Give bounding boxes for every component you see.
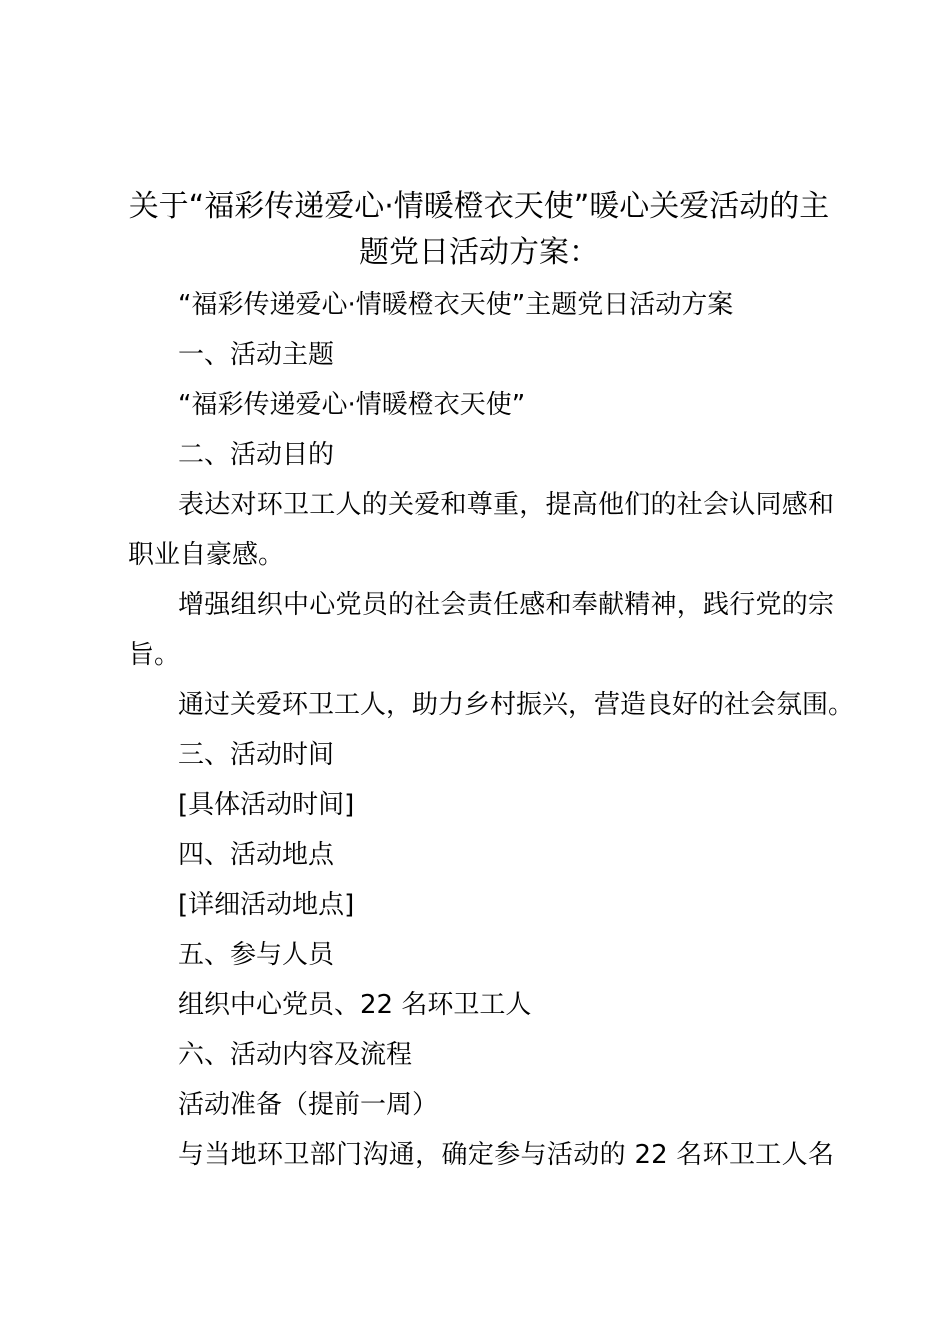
purpose-paragraph-1-line-1: 表达对环卫工人的关爱和尊重，提高他们的社会认同感和 xyxy=(178,490,834,520)
participants-text: 组织中心党员、22 名环卫工人 xyxy=(178,990,532,1020)
subtitle: “福彩传递爱心·情暖橙衣天使”主题党日活动方案 xyxy=(178,290,734,320)
location-placeholder: [详细活动地点] xyxy=(178,890,355,920)
title-line-2: 题党日活动方案： xyxy=(359,235,599,270)
time-placeholder: [具体活动时间] xyxy=(178,790,355,820)
preparation-paragraph-line-1: 与当地环卫部门沟通，确定参与活动的 22 名环卫工人名 xyxy=(178,1140,834,1170)
section-heading-location: 四、活动地点 xyxy=(178,840,335,870)
theme-text: “福彩传递爱心·情暖橙衣天使” xyxy=(178,390,526,420)
preparation-heading: 活动准备（提前一周） xyxy=(178,1090,439,1120)
section-heading-content: 六、活动内容及流程 xyxy=(178,1040,413,1070)
purpose-paragraph-1-line-2: 职业自豪感。 xyxy=(128,540,285,570)
section-heading-theme: 一、活动主题 xyxy=(178,340,335,370)
section-heading-participants: 五、参与人员 xyxy=(178,940,335,970)
document-title xyxy=(126,184,832,276)
purpose-paragraph-2-line-2: 旨。 xyxy=(128,640,181,670)
section-heading-time: 三、活动时间 xyxy=(178,740,335,770)
purpose-paragraph-3: 通过关爱环卫工人，助力乡村振兴，营造良好的社会氛围。 xyxy=(178,690,855,720)
purpose-paragraph-2-line-1: 增强组织中心党员的社会责任感和奉献精神，践行党的宗 xyxy=(178,590,834,620)
section-heading-purpose: 二、活动目的 xyxy=(178,440,335,470)
title-line-1: 关于“福彩传递爱心·情暖橙衣天使”暖心关爱活动的主 xyxy=(128,189,830,224)
